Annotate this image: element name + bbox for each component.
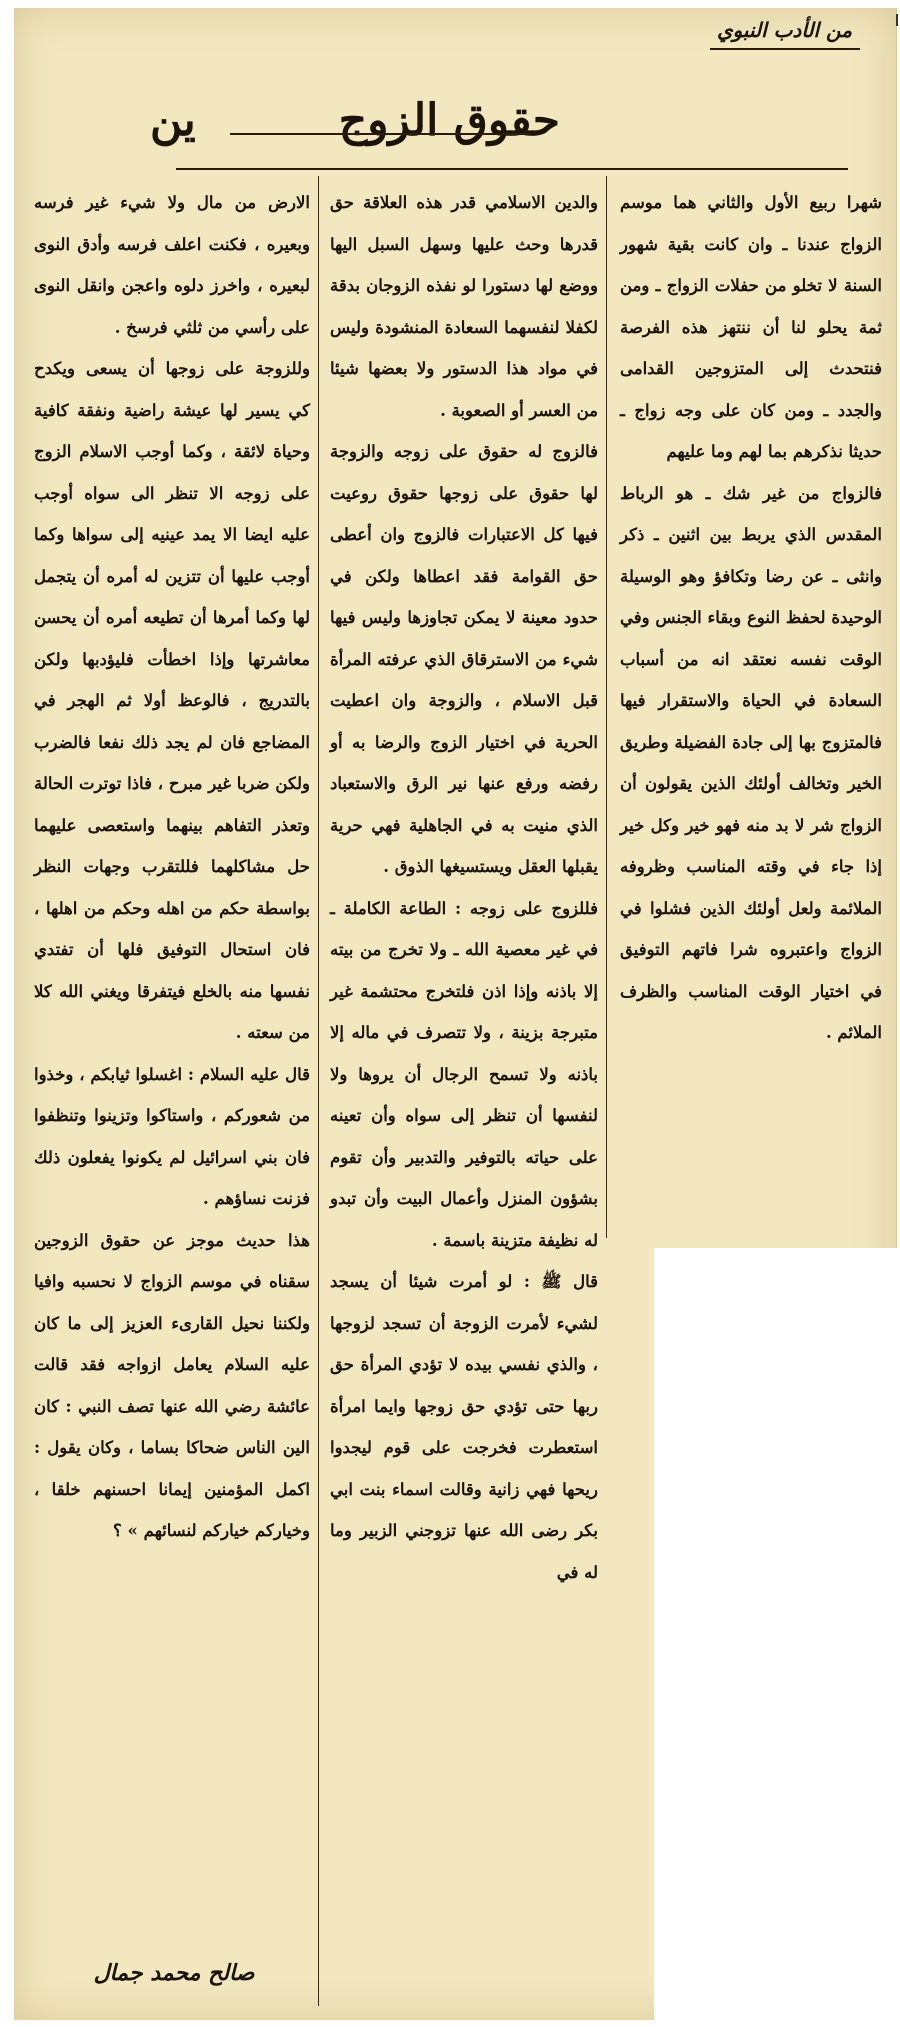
author-signature: صالح محمد جمال	[93, 1960, 255, 1986]
header-divider	[176, 168, 848, 170]
paragraph: فللزوج على زوجه : الطاعة الكاملة ـ في غير معصية الله ـ ولا تخرج من بيته إلا باذنه وإذا اذن فلتخرج محتشمة غير متبرجة بزينة ، ولا تتصرف في ماله إلا باذنه ولا تسمح الرجال أن يروها ولا لنفسها أن تنظر إلى سواه وأن تعينه على حياته بالتوفير والتدبير وأن تقوم بشؤون المنزل وأعمال البيت وأن تبدو له نظيفة متزينة باسمة .	[330, 898, 598, 1250]
paragraph: فالزوج له حقوق على زوجه والزوجة لها حقوق على زوجها حقوق روعيت فيها كل الاعتبارات فالزوج وان أعطى حق القوامة فقد اعطاها ولكن في حدود معينة لا يمكن تجاوزها وليس فيها شيء من الاسترقاق الذي عرفته المرأة قبل الاسلام ، والزوجة وان اعطيت الحرية في اختيار الزوج والرضا به أو رفضه ورفع عنها نير الرق والاستعباد الذي منيت به في الجاهلية فهي حرية يقبلها العقل ويستسيغها الذوق .	[330, 442, 598, 876]
column-divider-2	[318, 176, 319, 2006]
column-divider-1	[606, 176, 607, 1238]
paragraph: قال عليه السلام : اغسلوا ثيابكم ، وخذوا من شعوركم ، واستاكوا وتزينوا وتنظفوا فان بني اسرائيل لم يكونوا يفعلون ذلك فزنت نساؤهم .	[34, 1064, 310, 1208]
column-2	[330, 182, 598, 1593]
column-1	[620, 182, 882, 1054]
section-tag-underline	[710, 48, 860, 50]
paragraph: هذا حديث موجز عن حقوق الزوجين سقناه في موسم الزواج لا نحسبه وافيا ولكننا نحيل القارىء العزيز إلى ما كان عليه السلام يعامل ازواجه فقد قالت عائشة رضي الله عنها تصف النبي : كان الين الناس ضحاكا بساما ، وكان يقول : اكمل المؤمنين إيمانا احسنهم خلقا ، وخياركم خياركم لنسائهم » ؟	[34, 1230, 310, 1540]
section-tag: من الأدب النبوي	[716, 18, 852, 42]
page-edge-mark	[896, 14, 898, 26]
headline-tail: ين	[150, 95, 196, 146]
headline-main: حقوق الزوج	[338, 95, 560, 146]
column-3	[34, 182, 310, 1552]
paragraph: والدين الاسلامي قدر هذه العلاقة حق قدرها وحث عليها وسهل السبل اليها ووضع لها دستورا لو نفذه الزوجان بدقة لكفلا لنفسهما السعادة المنشودة وليس في مواد هذا الدستور ولا بعضها شيئا من العسر أو الصعوبة .	[330, 193, 598, 420]
paragraph: فالزواج من غير شك ـ هو الرباط المقدس الذي يربط بين اثنين ـ ذكر وانثى ـ عن رضا وتكافؤ وهو الوسيلة الوحيدة لحفظ النوع وبقاء الجنس وفي الوقت نفسه نعتقد انه من أسباب السعادة في الحياة والاستقرار فيها فالمتزوج بها إلى جادة الفضيلة وطريق الخير وتخالف أولئك الذين يقولون أن الزواج شر لا بد منه فهو خير وكل خير إذا جاء في وقته المناسب وظروفه الملائمة ولعل أولئك الذين فشلوا في الزواج واعتبروه شرا فاتهم التوفيق في اختيار الوقت المناسب والظرف الملائم .	[620, 483, 882, 1042]
headline	[60, 95, 860, 167]
paragraph: الارض من مال ولا شيء غير فرسه وبعيره ، فكنت اعلف فرسه وأدق النوى لبعيره ، واخرز دلوه واعجن وانقل النوى على رأسي من ثلثي فرسخ .	[34, 193, 310, 337]
paragraph: قال ﷺ : لو أمرت شيئا أن يسجد لشيء لأمرت الزوجة أن تسجد لزوجها ، والذي نفسي بيده لا تؤدي المرأة حق ربها حتى تؤدي حق زوجها وايما امرأة استعطرت فخرجت على قوم ليجدوا ريحها فهي زانية وقالت اسماء بنت ابي بكر رضى الله عنها تزوجني الزبير وما له في	[330, 1272, 598, 1582]
paragraph: وللزوجة على زوجها أن يسعى ويكدح كي يسير لها عيشة راضية ونفقة كافية وحياة لائقة ، وكما أوجب الاسلام الزوج على زوجه الا تنظر الى سواه أوجب عليه ايضا الا يمد عينيه إلى سواها وكما أوجب عليها أن تتزين له أمره أن يتجمل لها وكما أمرها أن تطيعه أمره أن يحسن معاشرتها وإذا اخطأت فليؤدبها ولكن بالتدريج ، فالوعظ أولا ثم الهجر في المضاجع فان لم يجد ذلك نفعا فالضرب ولكن ضربا غير مبرح ، فاذا توترت الحالة وتعذر التفاهم بينهما واستعصى عليهما حل مشاكلهما فللتقرب وجهات النظر بواسطة حكم من اهله وحكم من اهلها ، فان استحال التوفيق فلها أن تفتدي نفسها منه بالخلع فيتفرقا ويغني الله كلا من سعته .	[34, 359, 310, 1042]
headline-rule	[230, 133, 530, 135]
paragraph: شهرا ربيع الأول والثاني هما موسم الزواج عندنا ـ وان كانت بقية شهور السنة لا تخلو من حفلات الزواج ـ ومن ثمة يحلو لنا أن ننتهز هذه الفرصة فنتحدث إلى المتزوجين القدامى والجدد ـ ومن كان على وجه زواج ـ حديثا نذكرهم بما لهم وما عليهم	[620, 193, 882, 461]
